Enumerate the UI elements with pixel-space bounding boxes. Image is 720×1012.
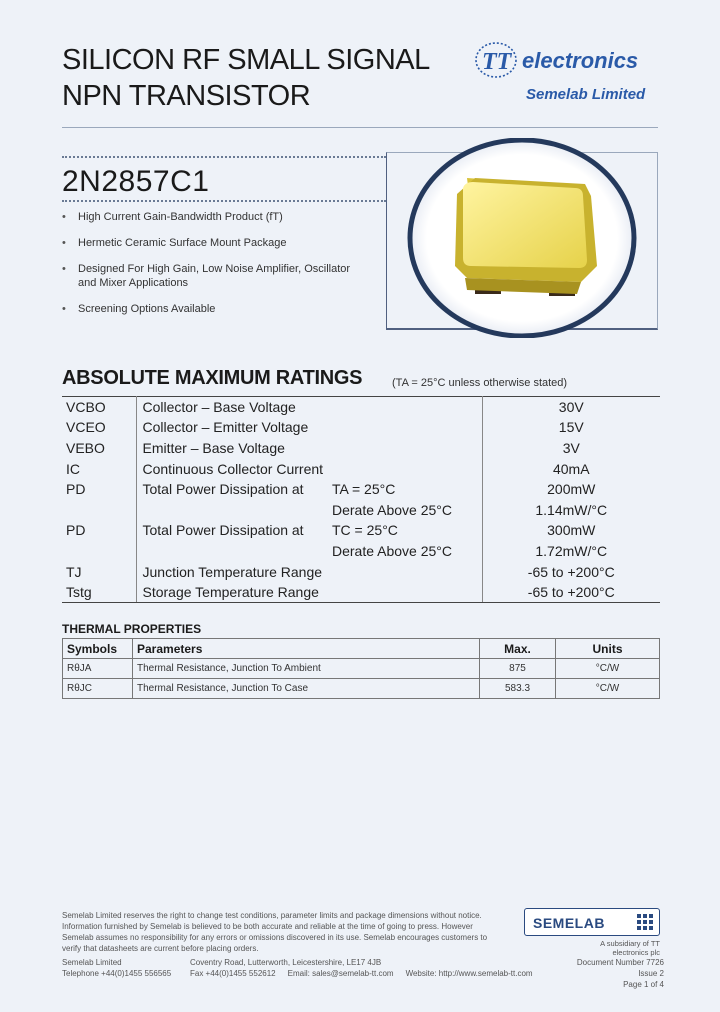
logo-subtitle: Semelab Limited [526, 86, 646, 103]
col-header-max: Max. [480, 639, 556, 659]
document-info [560, 957, 664, 990]
table-header-row [63, 639, 660, 659]
footer-contact-mid [190, 957, 533, 979]
tt-logo-icon [474, 40, 518, 80]
feature-list [62, 210, 362, 328]
semelab-grid-icon [637, 914, 653, 930]
col-header-parameters: Parameters [133, 639, 480, 659]
absolute-max-ratings-table [62, 396, 660, 603]
table-row: RθJC Thermal Resistance, Junction To Case 583.3 °C/W [63, 679, 660, 699]
table-row: TJ Junction Temperature Range -65 to +200°C [62, 561, 660, 582]
document-title [62, 42, 430, 114]
table-row: VEBO Emitter – Base Voltage 3V [62, 438, 660, 459]
feature-item: • Screening Options Available [62, 303, 216, 315]
logo-brand-text: electronics [522, 48, 639, 73]
footer-contact-left [62, 957, 171, 979]
tt-electronics-logo [470, 40, 670, 110]
thermal-heading: THERMAL PROPERTIES [62, 622, 202, 636]
dotted-rule-bottom [62, 200, 386, 202]
title-line-1: SILICON RF SMALL SIGNAL [62, 44, 430, 76]
table-row: PD Total Power Dissipation at TC = 25°C 300mW [62, 520, 660, 541]
table-row: Tstg Storage Temperature Range -65 to +200°C [62, 582, 660, 603]
subsidiary-note: A subsidiary of TT electronics plc [600, 939, 660, 957]
dotted-rule-top [62, 156, 386, 158]
table-row: VCEO Collector – Emitter Voltage 15V [62, 417, 660, 438]
ceramic-smd-package-image [405, 138, 639, 338]
address: Coventry Road, Lutterworth, Leicestershire, LE17 4JB [190, 958, 382, 967]
email[interactable]: Email: sales@semelab-tt.com [287, 969, 394, 978]
table-row: VCBO Collector – Base Voltage 30V [62, 397, 660, 418]
feature-item: • High Current Gain-Bandwidth Product (fT) [62, 211, 283, 223]
feature-item: • Designed For High Gain, Low Noise Amplifier, Oscillator and Mixer Applications [62, 263, 351, 289]
header-divider [62, 127, 658, 128]
page-number: Page 1 of 4 [623, 980, 664, 989]
col-header-units: Units [556, 639, 660, 659]
svg-text:TT: TT [482, 49, 512, 75]
table-row: Derate Above 25°C 1.14mW/°C [62, 499, 660, 520]
document-number: Document Number 7726 [576, 958, 664, 967]
thermal-properties-table [62, 638, 660, 699]
semelab-logo [524, 908, 660, 936]
issue: Issue 2 [638, 969, 664, 978]
table-row: IC Continuous Collector Current 40mA [62, 458, 660, 479]
website[interactable]: Website: http://www.semelab-tt.com [405, 969, 533, 978]
ratings-note: (TA = 25°C unless otherwise stated) [392, 377, 568, 389]
title-line-2: NPN TRANSISTOR [62, 80, 311, 112]
semelab-logo-text: SEMELAB [533, 915, 605, 931]
table-row: RθJA Thermal Resistance, Junction To Ambient 875 °C/W [63, 659, 660, 679]
table-row: Derate Above 25°C 1.72mW/°C [62, 541, 660, 562]
ratings-heading: ABSOLUTE MAXIMUM RATINGS [62, 367, 363, 389]
table-row: PD Total Power Dissipation at TA = 25°C 200mW [62, 479, 660, 500]
part-number: 2N2857C1 [62, 165, 210, 198]
disclaimer-text: Semelab Limited reserves the right to change test conditions, parameter limits and package dimensions without notice. Information furnished by Semelab is believed to be both accurate and reliable at the time of going to press. However Semelab assumes no responsibility for any errors or omissions discovered in its use. Semelab encourages customers to verify that datasheets are current before placing orders. [62, 911, 488, 953]
col-header-symbols: Symbols [63, 639, 133, 659]
telephone: Telephone +44(0)1455 556565 [62, 969, 172, 978]
feature-item: • Hermetic Ceramic Surface Mount Package [62, 237, 287, 249]
company-name: Semelab Limited [62, 958, 122, 967]
fax: Fax +44(0)1455 552612 [190, 969, 276, 978]
